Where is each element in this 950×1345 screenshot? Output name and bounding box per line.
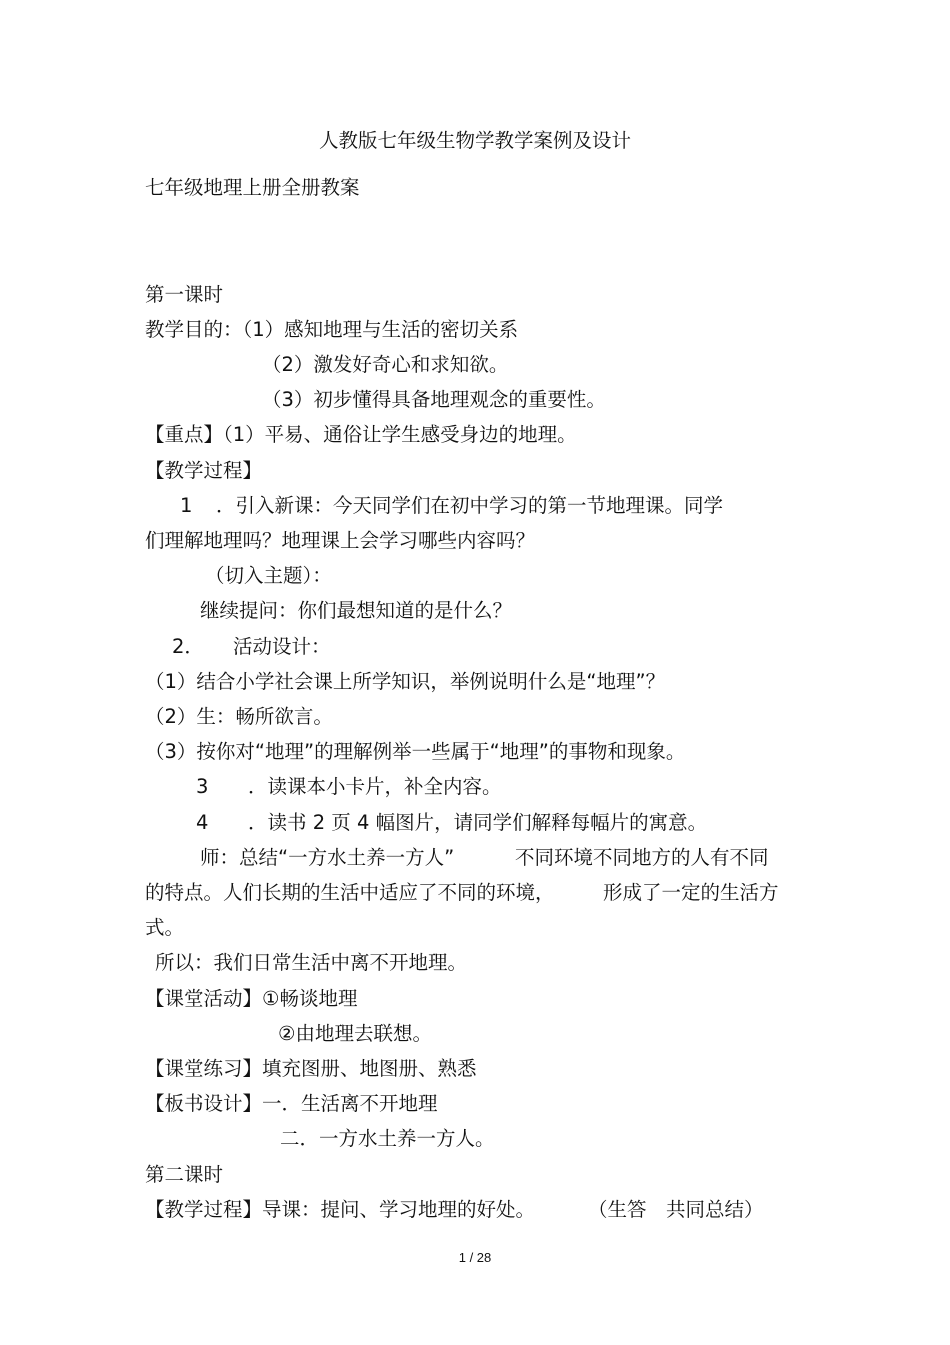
board-design-2: 二．一方水土养一方人。	[280, 1127, 495, 1150]
step3-number: 3	[196, 775, 209, 798]
lesson1-heading: 第一课时	[145, 283, 224, 306]
step1-continuation: 们理解地理吗？地理课上会学习哪些内容吗？	[145, 529, 536, 552]
step1-text: ．引入新课：今天同学们在初中学习的第一节地理课。同学	[216, 494, 724, 517]
objective-line-1: 教学目的：（1）感知地理与生活的密切关系	[145, 318, 519, 341]
teacher-summary-a: 师：总结“一方水土养一方人”	[200, 846, 455, 869]
objective-line-2: （2）激发好奇心和求知欲。	[262, 353, 509, 376]
step1-number: 1	[180, 494, 193, 517]
teacher-summary-e: 式。	[145, 916, 185, 939]
step4-text: ．读书 2 页 4 幅图片，请同学们解释每幅片的寓意。	[248, 811, 708, 834]
teacher-summary-c: 的特点。人们长期的生活中适应了不同的环境，	[145, 881, 555, 904]
activity-3: （3）按你对“地理”的理解例举一些属于“地理”的事物和现象。	[145, 740, 686, 763]
so-line: 所以：我们日常生活中离不开地理。	[155, 951, 468, 974]
class-activity: 【课堂活动】①畅谈地理	[145, 987, 358, 1010]
teacher-summary-b: 不同环境不同地方的人有不同	[515, 846, 769, 869]
step3-text: ．读课本小卡片，补全内容。	[248, 775, 502, 798]
teacher-summary-d: 形成了一定的生活方	[603, 881, 779, 904]
document-title: 人教版七年级生物学教学案例及设计	[318, 129, 631, 152]
class-practice: 【课堂练习】填充图册、地图册、熟悉	[145, 1057, 477, 1080]
objective-line-3: （3）初步懂得具备地理观念的重要性。	[262, 388, 606, 411]
process-heading: 【教学过程】	[145, 459, 263, 482]
page-number: 1 / 28	[458, 1250, 492, 1265]
lesson2-note: （生答 共同总结）	[588, 1198, 764, 1221]
lesson2-heading: 第二课时	[145, 1163, 224, 1186]
activity-1: （1）结合小学社会课上所学知识，举例说明什么是“地理”？	[145, 670, 666, 693]
board-design: 【板书设计】一．生活离不开地理	[145, 1092, 438, 1115]
key-point: 【重点】（1）平易、通俗让学生感受身边的地理。	[145, 423, 577, 446]
cut-topic: （切入主题）：	[205, 564, 332, 587]
step2-text: 活动设计：	[233, 635, 331, 658]
continue-ask: 继续提问：你们最想知道的是什么？	[200, 599, 513, 622]
step2-number: 2．	[172, 635, 204, 658]
activity-2: （2）生：畅所欲言。	[145, 705, 333, 728]
step4-number: 4	[196, 811, 209, 834]
document-subtitle: 七年级地理上册全册教案	[145, 176, 360, 199]
class-activity-2: ②由地理去联想。	[278, 1022, 432, 1045]
lesson2-process: 【教学过程】导课：提问、学习地理的好处。	[145, 1198, 536, 1221]
